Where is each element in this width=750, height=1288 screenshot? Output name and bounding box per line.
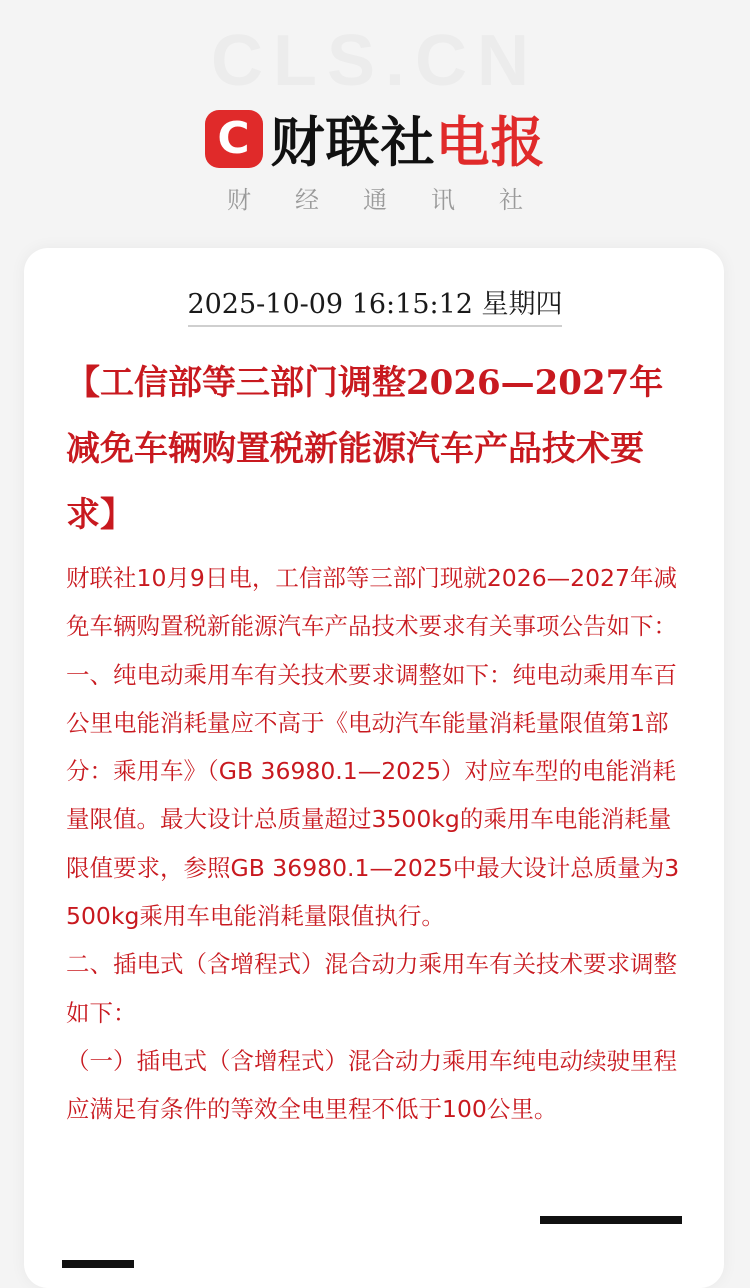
datetime-divider	[188, 325, 562, 327]
article-body	[66, 554, 688, 1134]
article-paragraph: 财联社10月9日电，工信部等三部门现就2026—2027年减免车辆购置税新能源汽车产品技术要求有关事项公告如下：	[66, 564, 677, 641]
brand-slogan: 财经通讯社	[227, 186, 567, 214]
publish-datetime: 2025-10-09 16:15:12 星期四	[187, 289, 563, 320]
article-paragraph: （一）插电式（含增程式）混合动力乘用车纯电动续驶里程应满足有条件的等效全电里程不低于100公里。	[66, 1046, 677, 1124]
article-headline: 【工信部等三部门调整2026—2027年减免车辆购置税新能源汽车产品技术要求】	[66, 363, 664, 535]
underline-mark	[62, 1260, 134, 1268]
watermark: CLS.CN	[211, 21, 539, 101]
brand-logo	[0, 100, 750, 177]
underline-mark	[540, 1216, 682, 1224]
brand-name: 财联社	[270, 111, 436, 174]
brand-c-icon	[205, 110, 263, 168]
article-paragraph: 一、纯电动乘用车有关技术要求调整如下：纯电动乘用车百公里电能消耗量应不高于《电动汽车能量消耗量限值第1部分：乘用车》（GB 36980.1—2025）对应车型的电能消耗量限值。最大设计总质量超过3500kg的乘用车电能消耗量限值要求，参照GB 36980.1—2025中最大设计总质量为3500kg乘用车电能消耗量限值执行。	[66, 660, 680, 931]
brand-icon-letter: C	[217, 112, 250, 164]
brand-name-accent: 电报	[435, 111, 546, 174]
article-paragraph: 二、插电式（含增程式）混合动力乘用车有关技术要求调整如下：	[66, 950, 677, 1027]
